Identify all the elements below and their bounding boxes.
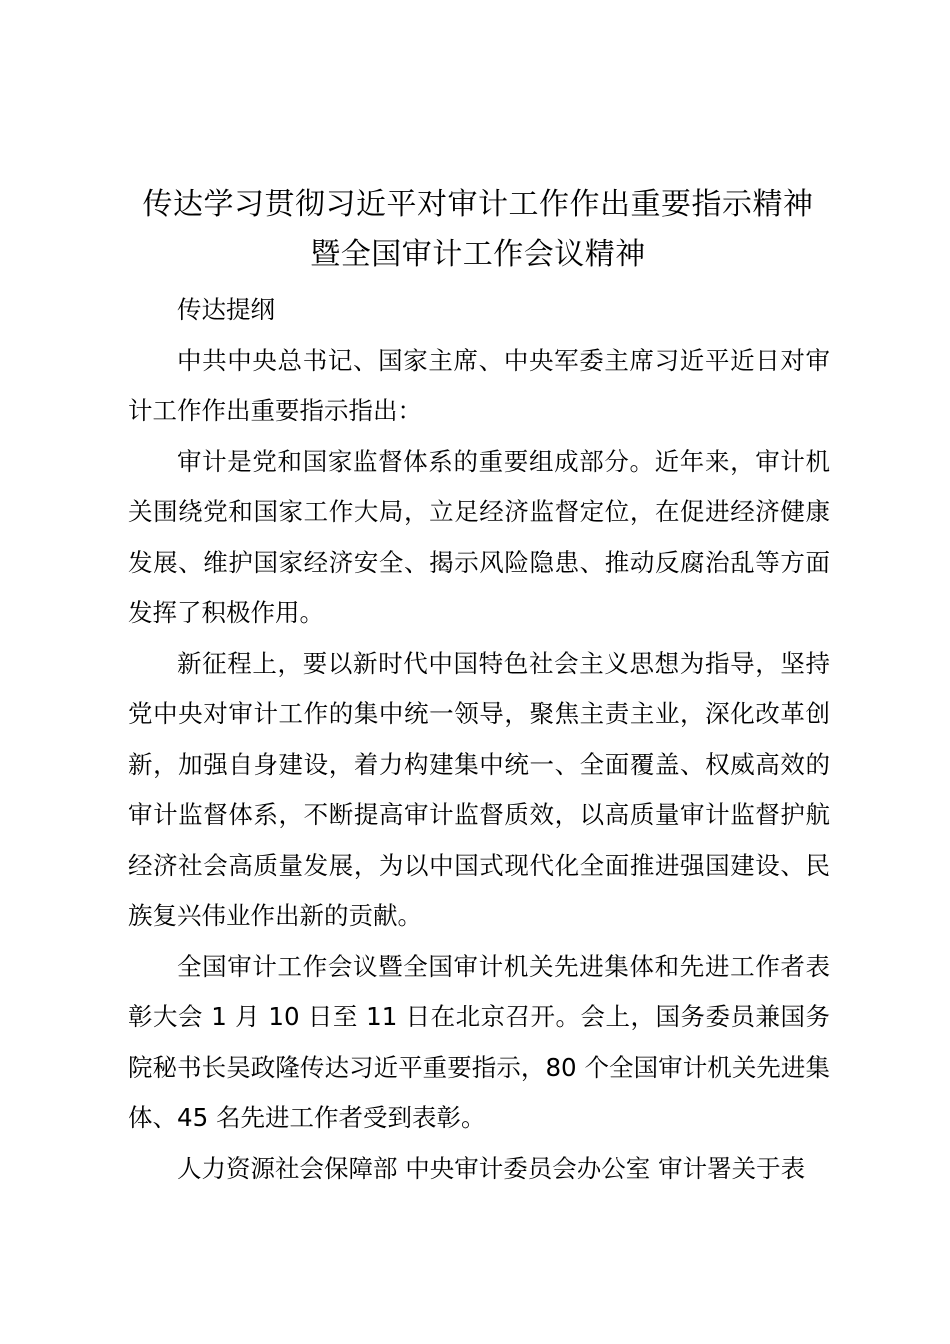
document-title: 传达学习贯彻习近平对审计工作作出重要指示精神暨全国审计工作会议精神 (142, 187, 814, 272)
paragraph-outline-label: 传达提纲 (177, 295, 275, 324)
paragraph-new-journey: 新征程上，要以新时代中国特色社会主义思想为指导，坚持党中央对审计工作的集中统一领导，聚焦主责主业，深化改革创新，加强自身建设，着力构建集中统一、全面覆盖、权威高效的审计监督体系，不断提高审计监督质效，以高质量审计监督护航经济社会高质量发展，为以中国式现代化全面推进强国建设、民族复兴伟业作出新的贡献。 (128, 648, 830, 930)
paragraph-audit-role: 审计是党和国家监督体系的重要组成部分。近年来，审计机关围绕党和国家工作大局，立足经济监督定位，在促进经济健康发展、维护国家经济安全、揭示风险隐患、推动反腐治乱等方面发挥了积极作用。 (128, 446, 830, 627)
paragraph-conference: 全国审计工作会议暨全国审计机关先进集体和先进工作者表彰大会 1 月 10 日至 11 日在北京召开。会上，国务委员兼国务院秘书长吴政隆传达习近平重要指示，80 个全国审计机关先进集体、45 名先进工作者受到表彰。 (128, 951, 830, 1132)
paragraph-commendation: 人力资源社会保障部 中央审计委员会办公室 审计署关于表 (177, 1153, 806, 1183)
document-body (128, 285, 830, 1194)
paragraph-intro: 中共中央总书记、国家主席、中央军委主席习近平近日对审计工作作出重要指示指出： (128, 345, 830, 425)
